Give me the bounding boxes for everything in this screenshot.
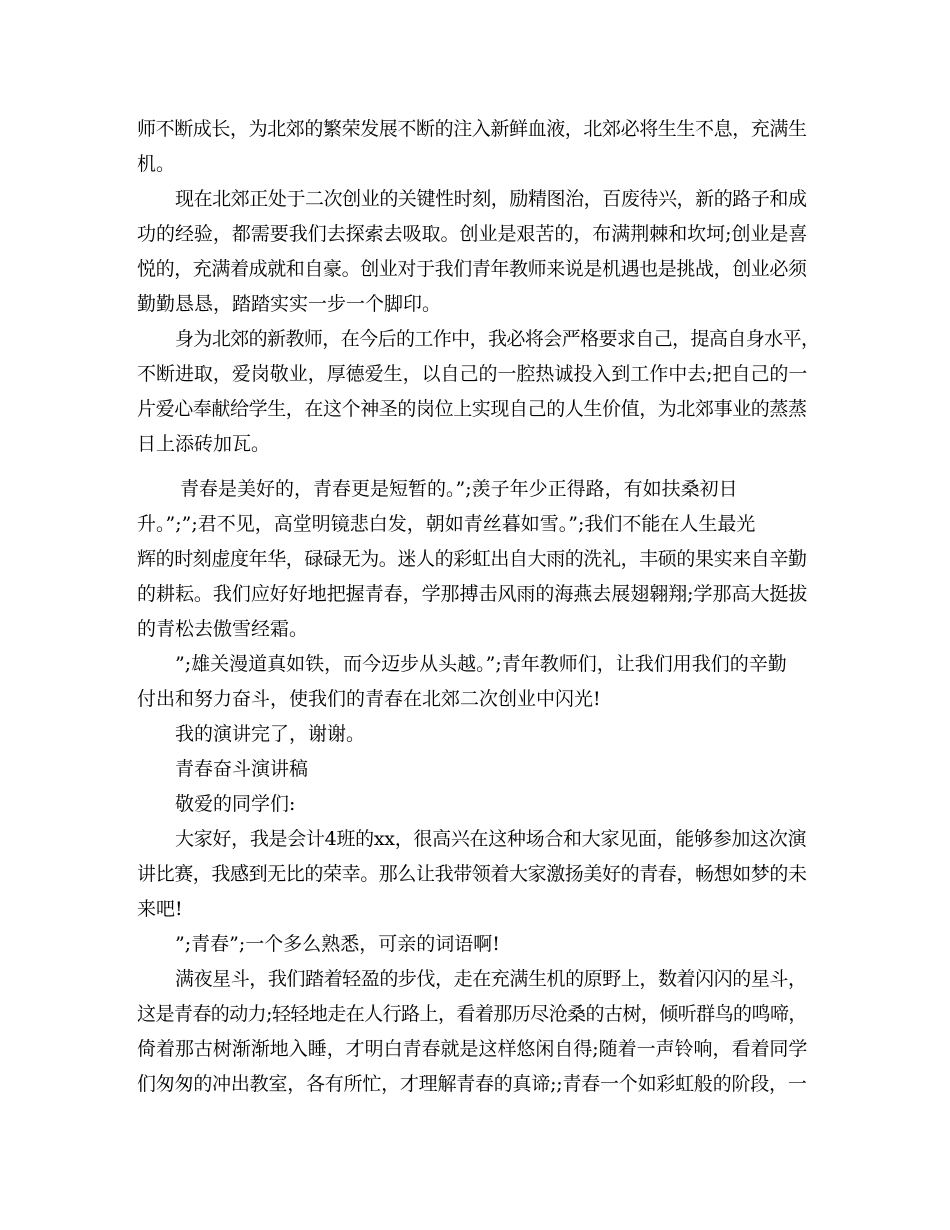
text-line: 升。”;”;君不见，高堂明镜悲白发，朝如青丝暮如雪。”;我们不能在人生最光 (137, 513, 756, 535)
text-line: 这是青春的动力;轻轻地走在人行路上，看着那历尽沧桑的古树，倾听群鸟的鸣啼， (137, 1003, 807, 1025)
text-line: 大家好，我是会计4班的xx，很高兴在这种场合和大家见面，能够参加这次演 (175, 828, 807, 850)
text-line: 来吧! (137, 898, 183, 920)
text-line: 满夜星斗，我们踏着轻盈的步伐，走在充满生机的原野上，数着闪闪的星斗， (175, 968, 807, 990)
text-line: 辉的时刻虚度年华，碌碌无为。迷人的彩虹出自大雨的洗礼，丰硕的果实来自辛勤 (137, 548, 807, 570)
text-line: 功的经验，都需要我们去探索去吸取。创业是艰苦的，布满荆棘和坎坷;创业是喜 (137, 223, 808, 245)
text-line: 机。 (137, 153, 176, 175)
text-line: 敬爱的同学们: (175, 793, 296, 815)
text-line: 讲比赛，我感到无比的荣幸。那么让我带领着大家激扬美好的青春，畅想如梦的未 (137, 863, 807, 885)
text-line: 师不断成长，为北郊的繁荣发展不断的注入新鲜血液，北郊必将生生不息，充满生 (137, 118, 807, 140)
text-line: 身为北郊的新教师，在今后的工作中，我必将会严格要求自己，提高自身水平， (175, 328, 820, 350)
text-line: 们匆匆的冲出教室，各有所忙，才理解青春的真谛;;青春一个如彩虹般的阶段，一 (137, 1073, 807, 1095)
text-line: 的青松去傲雪经霜。 (137, 618, 309, 640)
text-line: 片爱心奉献给学生，在这个神圣的岗位上实现自己的人生价值，为北郊事业的蒸蒸 (137, 398, 807, 420)
text-line: 勤勤恳恳，踏踏实实一步一个脚印。 (137, 293, 442, 315)
text-line: 付出和努力奋斗，使我们的青春在北郊二次创业中闪光! (137, 688, 601, 710)
text-line: ”;青春”;一个多么熟悉，可亲的词语啊! (175, 933, 500, 955)
text-line: 的耕耘。我们应好好地把握青春，学那搏击风雨的海燕去展翅翱翔;学那高大挺拔 (137, 583, 808, 605)
text-line: ”;雄关漫道真如铁，而今迈步从头越。”;青年教师们，让我们用我们的辛勤 (175, 653, 787, 675)
text-line: 我的演讲完了，谢谢。 (175, 723, 366, 745)
text-line: 不断进取，爱岗敬业，厚德爱生，以自己的一腔热诚投入到工作中去;把自己的一 (137, 363, 808, 385)
text-line: 现在北郊正处于二次创业的关键性时刻，励精图治，百废待兴，新的路子和成 (175, 188, 807, 210)
text-line: 日上添砖加瓦。 (137, 433, 271, 455)
text-line: 青春奋斗演讲稿 (175, 758, 309, 780)
text-line: 青春是美好的，青春更是短暂的。”;羡子年少正得路，有如扶桑初日 (180, 478, 738, 500)
text-line: 倚着那古树渐渐地入睡，才明白青春就是这样悠闲自得;随着一声铃响，看着同学 (137, 1038, 808, 1060)
text-line: 悦的，充满着成就和自豪。创业对于我们青年教师来说是机遇也是挑战，创业必须 (137, 258, 807, 280)
